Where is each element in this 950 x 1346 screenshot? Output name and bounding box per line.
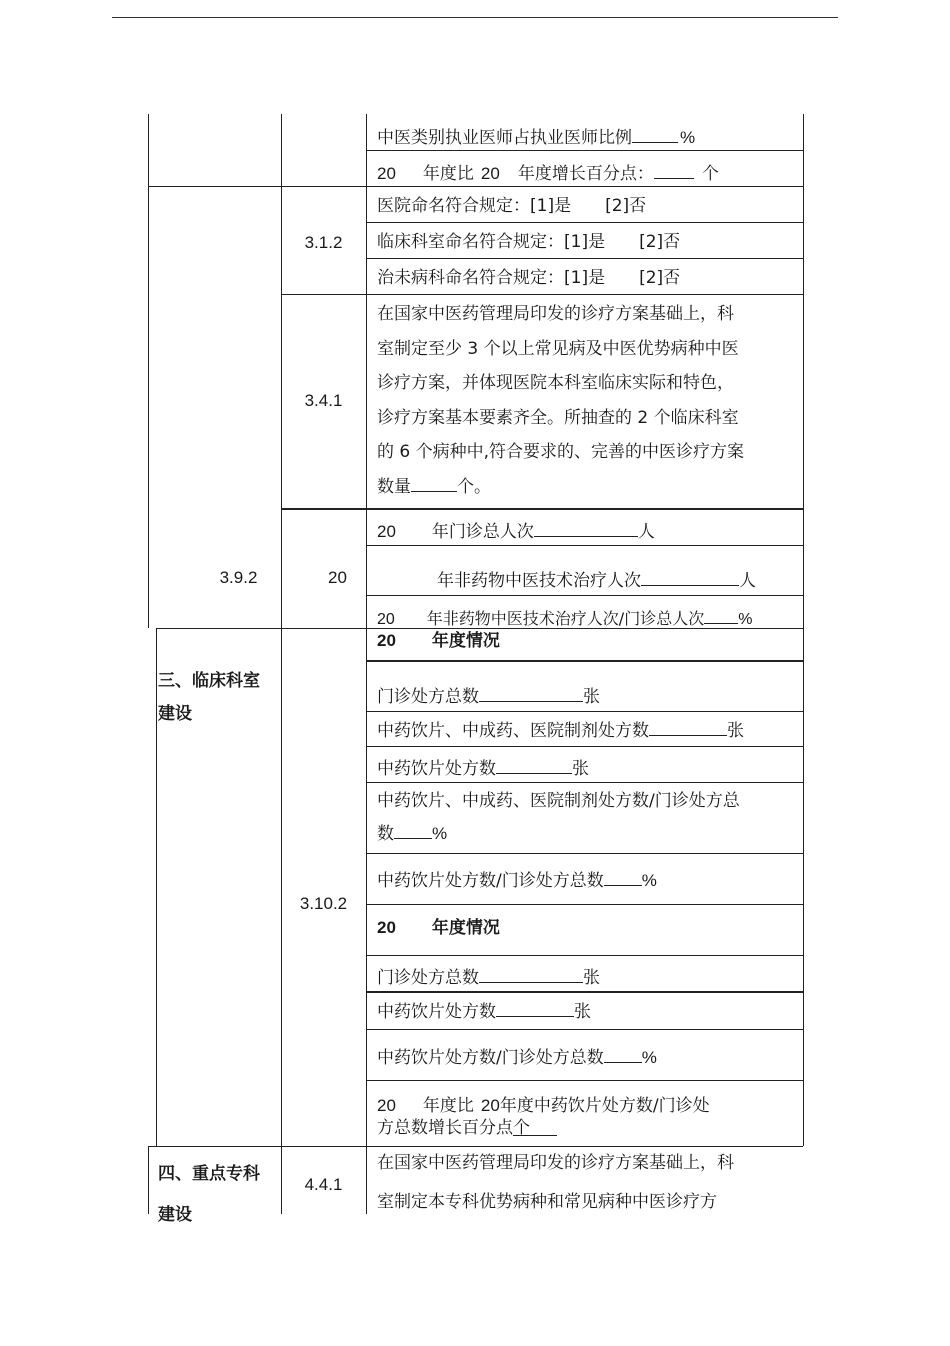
paragraph-line: 的 6 个病种中,符合要求的、完善的中医诊疗方案 <box>377 442 745 462</box>
row-total-prescriptions <box>377 683 600 707</box>
row-line <box>366 258 803 259</box>
treatment-plan-paragraph <box>377 297 797 504</box>
year-heading <box>377 631 500 651</box>
row-line <box>366 746 803 747</box>
section-key-specialties <box>158 1154 260 1236</box>
paragraph-line: 室制定至少 3 个以上常见病及中医优势病种中医 <box>377 338 739 359</box>
unit-label: 个 <box>513 1118 530 1138</box>
item-code: 3.1.2 <box>304 233 343 252</box>
blank-underline[interactable] <box>632 124 678 143</box>
row-line <box>366 782 803 783</box>
year-prefix: 20 <box>377 522 396 541</box>
row-outpatient-visits <box>377 518 655 542</box>
unit-label: 人 <box>637 522 655 542</box>
unit-label: % <box>432 824 448 843</box>
paragraph-line: 在国家中医药管理局印发的诊疗方案基础上，科 <box>377 1153 734 1173</box>
row-line <box>366 955 803 956</box>
item-code: 3.9.2 <box>219 568 258 587</box>
naming-department: 临床科室命名符合规定：[1]是 [2]否 <box>377 232 681 252</box>
paragraph-line: 数量 <box>377 476 411 497</box>
field-label: 中药饮片处方数/门诊处方总数 <box>377 1048 604 1068</box>
field-label: 年度中药饮片处方数/门诊处 <box>499 1096 710 1116</box>
blank-underline[interactable] <box>654 160 694 179</box>
field-label: 中药饮片处方数 <box>377 1002 496 1022</box>
year-prefix: 20 <box>377 1096 396 1115</box>
item-code: 4.4.1 <box>304 1175 343 1194</box>
unit-label: 张 <box>583 968 600 988</box>
item-code: 20 <box>328 568 347 587</box>
naming-preventive-dept: 治未病科命名符合规定：[1]是 [2]否 <box>377 268 681 288</box>
blank-underline[interactable] <box>704 605 738 624</box>
page-header-rule <box>112 17 838 18</box>
field-label: 中医类别执业医师占执业医师比例 <box>377 128 632 148</box>
unit-label: % <box>641 1048 657 1067</box>
row-total-prescriptions <box>377 964 600 988</box>
unit-label: 张 <box>583 687 600 707</box>
unit-label: 张 <box>574 1002 591 1022</box>
year-prefix: 20 <box>377 611 395 628</box>
row-herbal-ratio <box>377 1044 657 1068</box>
heading-label: 年度情况 <box>431 631 500 651</box>
section-title-line: 三、临床科室 <box>158 671 260 691</box>
unit-label: 张 <box>572 759 589 779</box>
item-code: 3.10.2 <box>299 894 348 913</box>
field-label: 年门诊总人次 <box>431 522 534 542</box>
heading-label: 年度情况 <box>431 918 500 938</box>
paragraph-line: 诊疗方案基本要素齐全。所抽查的 2 个临床科室 <box>377 407 739 428</box>
row-line <box>148 186 803 187</box>
row-annual-increase <box>377 160 719 184</box>
blank-underline[interactable] <box>641 567 739 586</box>
paragraph-line: 个。 <box>457 476 491 497</box>
unit-label: % <box>738 611 753 628</box>
blank-underline[interactable] <box>496 755 572 774</box>
row-ratio-physicians <box>377 124 695 148</box>
row-line <box>366 904 803 905</box>
row-herbal-prescriptions <box>377 755 589 779</box>
year-heading <box>377 918 500 938</box>
field-label: 年非药物中医技术治疗人次/门诊总人次 <box>426 609 705 628</box>
field-label: 年非药物中医技术治疗人次 <box>437 571 641 591</box>
naming-hospital: 医院命名符合规定：[1]是 [2]否 <box>377 196 647 216</box>
section-clinical-departments <box>158 665 260 731</box>
section-title-line: 四、重点专科 <box>158 1164 260 1184</box>
year-prefix: 20 <box>377 164 396 183</box>
paragraph-line: 室制定本专科优势病种和常见病种中医诊疗方 <box>377 1192 717 1212</box>
table-right-border <box>803 114 804 1146</box>
field-label: 中药饮片、中成药、医院制剂处方数 <box>377 721 649 741</box>
field-label: 数 <box>377 824 394 844</box>
blank-underline[interactable] <box>394 820 432 839</box>
comparison-label: 年度比 <box>422 1096 474 1116</box>
column-divider-2 <box>366 114 367 1214</box>
row-line <box>366 1080 803 1081</box>
comparison-label: 年度比 <box>422 164 474 184</box>
unit-label: 个 <box>701 164 719 184</box>
section-title-line: 建设 <box>158 1205 192 1225</box>
year-prefix: 20 <box>480 1096 500 1115</box>
row-tcm-prescriptions <box>377 717 744 741</box>
field-label: 门诊处方总数 <box>377 687 479 707</box>
row-herbal-increase <box>377 1095 797 1139</box>
year-prefix: 20 <box>377 631 396 650</box>
row-herbal-prescriptions <box>377 998 591 1022</box>
row-non-drug-treatment <box>437 567 756 591</box>
unit-label: 人 <box>739 571 756 591</box>
unit-label: 张 <box>727 721 744 741</box>
blank-underline[interactable] <box>604 1044 642 1063</box>
unit-label: % <box>641 871 657 890</box>
blank-underline[interactable] <box>604 867 642 886</box>
blank-underline[interactable] <box>479 683 583 702</box>
paragraph-line: 在国家中医药管理局印发的诊疗方案基础上，科 <box>377 304 734 324</box>
row-line <box>366 660 803 662</box>
field-label: 门诊处方总数 <box>377 968 479 988</box>
row-line <box>281 294 803 295</box>
specialty-plan-paragraph <box>377 1146 797 1224</box>
field-label: 方总数增长百分点 <box>377 1118 513 1138</box>
blank-underline[interactable] <box>496 998 574 1017</box>
row-line <box>366 711 803 712</box>
blank-underline[interactable] <box>649 717 727 736</box>
row-line <box>366 991 803 993</box>
table-left-border-mid <box>156 628 157 1146</box>
field-label: 中药饮片处方数 <box>377 759 496 779</box>
year-prefix: 20 <box>377 918 396 937</box>
blank-underline[interactable] <box>479 964 583 983</box>
blank-underline[interactable] <box>513 1117 557 1136</box>
field-label: 中药饮片处方数/门诊处方总数 <box>377 871 604 891</box>
field-label: 年度增长百分点： <box>517 164 654 184</box>
column-divider-1 <box>281 114 282 1214</box>
unit-label: % <box>680 128 696 147</box>
row-non-drug-ratio <box>377 605 752 630</box>
year-prefix: 20 <box>480 164 500 183</box>
row-line <box>281 508 803 510</box>
paragraph-line: 诊疗方案，并体现医院本科室临床实际和特色， <box>377 373 734 393</box>
blank-underline[interactable] <box>534 518 638 537</box>
row-line <box>366 150 803 151</box>
blank-underline[interactable] <box>411 473 457 492</box>
table-left-border-bottom <box>148 1146 149 1214</box>
row-line <box>366 222 803 223</box>
table-left-border-top <box>148 114 149 628</box>
item-code: 3.4.1 <box>304 391 343 410</box>
field-label: 中药饮片、中成药、医院制剂处方数/门诊处方总 <box>377 791 740 811</box>
row-tcm-ratio <box>377 788 797 854</box>
row-line <box>366 1029 803 1030</box>
row-line <box>366 545 803 546</box>
row-herbal-ratio <box>377 867 657 891</box>
row-line <box>366 595 803 596</box>
section-title-line: 建设 <box>158 704 192 724</box>
